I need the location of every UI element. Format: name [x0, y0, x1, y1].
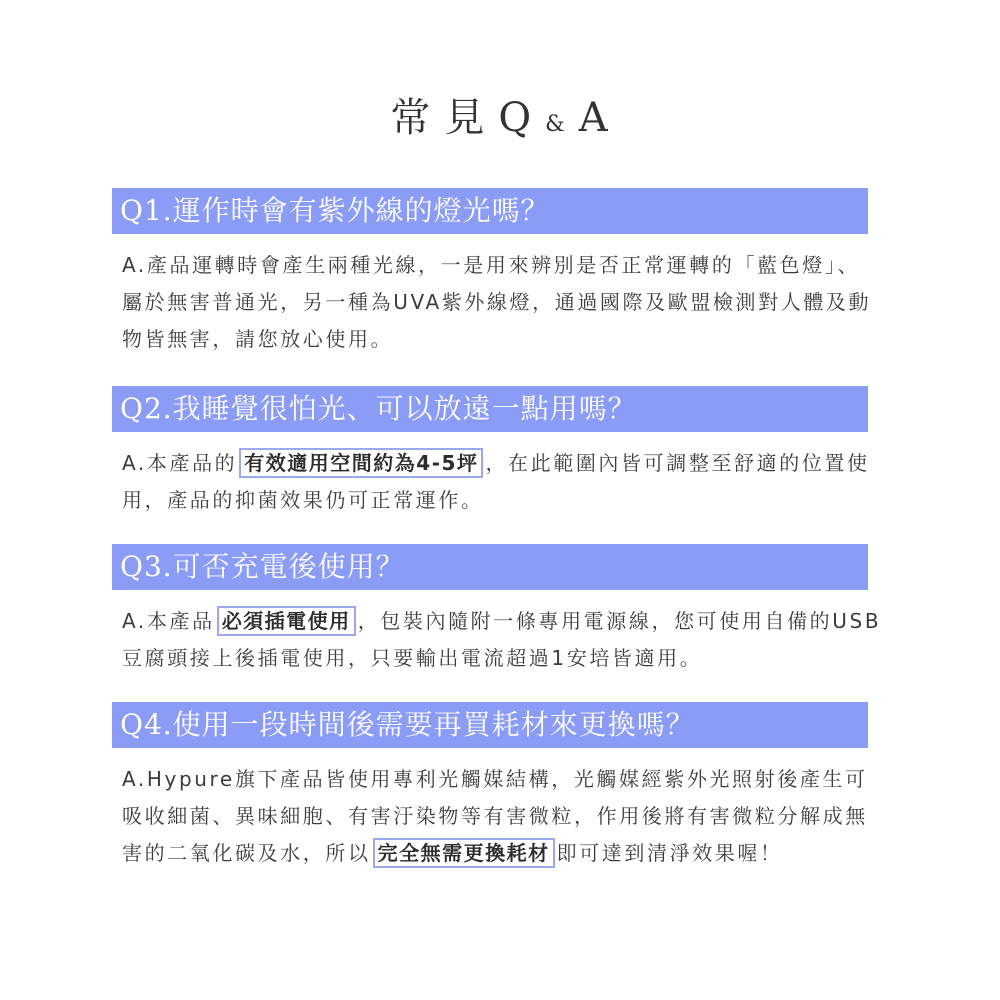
answer-body: A.產品運轉時會產生兩種光線，一是用來辨別是否正常運轉的「藍色燈」、屬於無害普通光，另一種為UVA紫外線燈，通過國際及歐盟檢測對人體及動物皆無害，請您放心使用。 [122, 253, 872, 351]
answer-body-before: A.本產品的 [122, 451, 238, 475]
title-a: A [578, 95, 610, 141]
title-ampersand: & [545, 112, 567, 137]
question-heading: Q3.可否充電後使用？ [112, 544, 868, 590]
faq-item-3 [112, 544, 882, 677]
faq-item-1 [112, 188, 872, 358]
answer-highlight: 完全無需更換耗材 [373, 838, 555, 868]
faq-item-2 [112, 386, 868, 519]
title-q: Q [498, 95, 534, 141]
title-char-2: 見 [444, 95, 487, 141]
answer-body-before: A.Hypure旗下產品皆使用專利光觸媒結構，光觸媒經紫外光照射後產生可吸收細菌、異味細胞、有害汙染物等有害微粒，作用後將有害微粒分解成無害的二氧化碳及水，所以 [122, 767, 868, 865]
answer-body-after: ，包裝內隨附一條專用電源線，您可使用自備的USB豆腐頭接上後插電使用，只要輸出電流超過1安培皆適用。 [122, 609, 882, 670]
answer-body-after: ，在此範圍內皆可調整至舒適的位置使用，產品的抑菌效果仍可正常運作。 [122, 451, 870, 512]
answer-text [112, 603, 882, 677]
title-char-1: 常 [390, 95, 433, 141]
page-title [0, 92, 1000, 151]
answer-body-before: A.本產品 [122, 609, 215, 633]
answer-highlight: 必須插電使用 [217, 606, 356, 636]
answer-highlight: 有效適用空間約為4-5坪 [239, 448, 483, 478]
answer-text [112, 247, 872, 358]
question-heading: Q2.我睡覺很怕光、可以放遠一點用嗎？ [112, 386, 868, 432]
faq-item-4 [112, 702, 868, 872]
answer-body-after: 即可達到清淨效果喔！ [556, 841, 783, 865]
question-heading: Q1.運作時會有紫外線的燈光嗎？ [112, 188, 868, 234]
question-heading: Q4.使用一段時間後需要再買耗材來更換嗎？ [112, 702, 868, 748]
answer-text [112, 761, 872, 872]
answer-text [112, 445, 912, 519]
